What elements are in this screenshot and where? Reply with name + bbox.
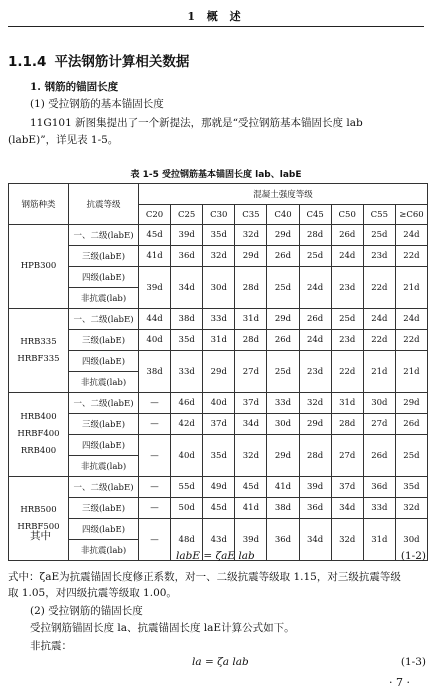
value-cell: 31d — [363, 519, 395, 561]
value-cell: 43d — [203, 519, 235, 561]
value-cell: 25d — [331, 309, 363, 330]
value-cell: 37d — [203, 414, 235, 435]
page-number: · 7 · — [389, 676, 410, 689]
value-cell: 23d — [363, 246, 395, 267]
value-cell: 35d — [203, 225, 235, 246]
value-cell: 24d — [395, 225, 427, 246]
bar-type-label: HRB500 — [20, 504, 57, 515]
header-bar-type: 钢筋种类 — [9, 184, 69, 225]
bar-type-label: HRBF400 — [17, 429, 60, 439]
grade-header: C45 — [299, 205, 331, 225]
grade-header: C55 — [363, 205, 395, 225]
value-cell: 37d — [235, 393, 267, 414]
value-cell: 39d — [139, 267, 171, 309]
value-cell: — — [139, 435, 171, 477]
seismic-cell: 非抗震(lab) — [69, 372, 139, 393]
formula-2: la = ζa lab — [192, 656, 249, 668]
seismic-cell: 四级(labE) — [69, 435, 139, 456]
value-cell: — — [139, 414, 171, 435]
value-cell: — — [139, 519, 171, 561]
value-cell: 21d — [395, 351, 427, 393]
value-cell: 26d — [299, 309, 331, 330]
value-cell: 41d — [139, 246, 171, 267]
seismic-cell: 一、二级(labE) — [69, 225, 139, 246]
value-cell: 24d — [299, 267, 331, 309]
running-header: 1 概 述 — [187, 10, 245, 23]
value-cell: 45d — [139, 225, 171, 246]
grade-header: C25 — [171, 205, 203, 225]
value-cell: 22d — [363, 267, 395, 309]
value-cell: 55d — [171, 477, 203, 498]
value-cell: 26d — [363, 435, 395, 477]
value-cell: 25d — [363, 225, 395, 246]
value-cell: 33d — [267, 393, 299, 414]
item-heading-1: (1) 受拉钢筋的基本锚固长度 — [30, 98, 164, 110]
seismic-cell: 非抗震(lab) — [69, 456, 139, 477]
bar-type-label: HRB335 — [20, 336, 57, 347]
value-cell: 24d — [395, 309, 427, 330]
value-cell: 25d — [299, 246, 331, 267]
bar-type-label: HPB300 — [20, 261, 57, 271]
section-number: 1.1.4 — [8, 54, 47, 70]
value-cell: 29d — [267, 309, 299, 330]
value-cell: 33d — [363, 498, 395, 519]
value-cell: 26d — [395, 414, 427, 435]
value-cell: 22d — [363, 330, 395, 351]
table-row — [9, 225, 428, 246]
value-cell: 23d — [331, 267, 363, 309]
header-concrete-grade: 混凝土强度等级 — [139, 184, 428, 205]
paragraph-2-line-1: 式中：ζaE为抗震锚固长度修正系数，对一、二级抗震等级取 1.15，对三级抗震等级 — [8, 571, 401, 583]
value-cell: 31d — [203, 330, 235, 351]
grade-header: C40 — [267, 205, 299, 225]
table-row — [9, 477, 428, 498]
value-cell: 25d — [267, 351, 299, 393]
where-label: 其中 — [30, 530, 51, 542]
value-cell: 30d — [363, 393, 395, 414]
seismic-cell: 四级(labE) — [69, 267, 139, 288]
value-cell: 48d — [171, 519, 203, 561]
seismic-cell: 非抗震(lab) — [69, 540, 139, 561]
value-cell: 38d — [267, 498, 299, 519]
value-cell: 38d — [139, 351, 171, 393]
value-cell: 29d — [203, 351, 235, 393]
grade-header: ≥C60 — [395, 205, 427, 225]
value-cell: 25d — [395, 435, 427, 477]
non-seismic-label: 非抗震： — [30, 640, 72, 652]
value-cell: 29d — [267, 225, 299, 246]
paragraph-2-line-2: 取 1.05，对四级抗震等级取 1.00。 — [8, 587, 177, 599]
equation-number-2: (1-3) — [400, 656, 426, 668]
seismic-cell: 三级(labE) — [69, 414, 139, 435]
paragraph-1-line-1: 11G101 新图集提出了一个新提法，那就是“受拉钢筋基本锚固长度 lab — [30, 117, 363, 129]
value-cell: 34d — [171, 267, 203, 309]
section-title: 平法钢筋计算相关数据 — [54, 54, 190, 70]
value-cell: 32d — [235, 225, 267, 246]
value-cell: 24d — [363, 309, 395, 330]
equation-number-1: (1-2) — [400, 550, 426, 562]
value-cell: 32d — [331, 519, 363, 561]
header-seismic-grade: 抗震等级 — [69, 184, 139, 225]
header-rule — [8, 26, 424, 27]
table-row — [9, 246, 428, 267]
value-cell: 44d — [139, 309, 171, 330]
value-cell: 46d — [171, 393, 203, 414]
seismic-cell: 一、二级(labE) — [69, 477, 139, 498]
bar-type-cell — [9, 309, 69, 393]
value-cell: 26d — [267, 246, 299, 267]
value-cell: 34d — [331, 498, 363, 519]
grade-header: C20 — [139, 205, 171, 225]
value-cell: 32d — [299, 393, 331, 414]
value-cell: 33d — [203, 309, 235, 330]
anchorage-table — [8, 183, 428, 561]
value-cell: 35d — [171, 330, 203, 351]
table-row — [9, 393, 428, 414]
table-row — [9, 351, 428, 372]
value-cell: 23d — [331, 330, 363, 351]
bar-type-cell — [9, 225, 69, 309]
bar-type-cell — [9, 393, 69, 477]
table-row — [9, 330, 428, 351]
value-cell: 36d — [171, 246, 203, 267]
seismic-cell: 四级(labE) — [69, 519, 139, 540]
table-row — [9, 519, 428, 540]
value-cell: 36d — [267, 519, 299, 561]
value-cell: — — [139, 393, 171, 414]
value-cell: 49d — [203, 477, 235, 498]
value-cell: 39d — [171, 225, 203, 246]
table-row — [9, 414, 428, 435]
value-cell: 28d — [235, 330, 267, 351]
value-cell: — — [139, 477, 171, 498]
value-cell: 28d — [299, 435, 331, 477]
value-cell: 32d — [395, 498, 427, 519]
value-cell: 25d — [267, 267, 299, 309]
bar-type-label: RRB400 — [20, 446, 57, 456]
value-cell: 30d — [203, 267, 235, 309]
bar-type-label: HRBF335 — [17, 353, 60, 364]
value-cell: 22d — [395, 330, 427, 351]
table-caption: 表 1-5 受拉钢筋基本锚固长度 lab、labE — [130, 170, 302, 180]
seismic-cell: 四级(labE) — [69, 351, 139, 372]
value-cell: — — [139, 498, 171, 519]
seismic-cell: 非抗震(lab) — [69, 288, 139, 309]
value-cell: 39d — [235, 519, 267, 561]
value-cell: 31d — [331, 393, 363, 414]
value-cell: 36d — [363, 477, 395, 498]
value-cell: 45d — [203, 498, 235, 519]
value-cell: 29d — [395, 393, 427, 414]
value-cell: 40d — [171, 435, 203, 477]
value-cell: 26d — [331, 225, 363, 246]
value-cell: 28d — [235, 267, 267, 309]
value-cell: 21d — [363, 351, 395, 393]
value-cell: 40d — [139, 330, 171, 351]
seismic-cell: 三级(labE) — [69, 330, 139, 351]
value-cell: 30d — [395, 519, 427, 561]
value-cell: 23d — [299, 351, 331, 393]
value-cell: 22d — [395, 246, 427, 267]
table-row — [9, 267, 428, 288]
value-cell: 29d — [299, 414, 331, 435]
value-cell: 42d — [171, 414, 203, 435]
value-cell: 45d — [235, 477, 267, 498]
formula-1: labE = ζaE lab — [176, 550, 255, 562]
value-cell: 36d — [299, 498, 331, 519]
value-cell: 38d — [171, 309, 203, 330]
seismic-cell: 三级(labE) — [69, 246, 139, 267]
grade-header: C35 — [235, 205, 267, 225]
value-cell: 35d — [203, 435, 235, 477]
value-cell: 32d — [203, 246, 235, 267]
value-cell: 35d — [395, 477, 427, 498]
value-cell: 24d — [299, 330, 331, 351]
grade-header: C50 — [331, 205, 363, 225]
value-cell: 27d — [331, 435, 363, 477]
value-cell: 41d — [267, 477, 299, 498]
paragraph-1-line-2: (labE)”，详见表 1-5。 — [8, 134, 119, 146]
grade-header: C30 — [203, 205, 235, 225]
value-cell: 32d — [235, 435, 267, 477]
value-cell: 34d — [299, 519, 331, 561]
value-cell: 27d — [363, 414, 395, 435]
bar-type-cell — [9, 477, 69, 561]
value-cell: 37d — [331, 477, 363, 498]
table-row — [9, 435, 428, 456]
value-cell: 27d — [235, 351, 267, 393]
value-cell: 24d — [331, 246, 363, 267]
value-cell: 33d — [171, 351, 203, 393]
value-cell: 28d — [331, 414, 363, 435]
value-cell: 40d — [203, 393, 235, 414]
value-cell: 39d — [299, 477, 331, 498]
value-cell: 29d — [267, 435, 299, 477]
value-cell: 41d — [235, 498, 267, 519]
seismic-cell: 一、二级(labE) — [69, 393, 139, 414]
section-heading — [8, 50, 189, 70]
table-row — [9, 498, 428, 519]
value-cell: 31d — [235, 309, 267, 330]
seismic-cell: 一、二级(labE) — [69, 309, 139, 330]
value-cell: 21d — [395, 267, 427, 309]
value-cell: 50d — [171, 498, 203, 519]
bar-type-label: HRB400 — [20, 412, 57, 422]
value-cell: 30d — [267, 414, 299, 435]
table-row — [9, 309, 428, 330]
paragraph-3: 受拉钢筋锚固长度 la、抗震锚固长度 laE计算公式如下。 — [30, 622, 295, 634]
value-cell: 22d — [331, 351, 363, 393]
value-cell: 26d — [267, 330, 299, 351]
subsection-heading: 1. 钢筋的锚固长度 — [30, 81, 119, 93]
item-heading-2: (2) 受拉钢筋的锚固长度 — [30, 605, 143, 617]
bar-type-label: HRBF500 — [17, 521, 60, 532]
value-cell: 34d — [235, 414, 267, 435]
seismic-cell: 三级(labE) — [69, 498, 139, 519]
value-cell: 29d — [235, 246, 267, 267]
value-cell: 28d — [299, 225, 331, 246]
